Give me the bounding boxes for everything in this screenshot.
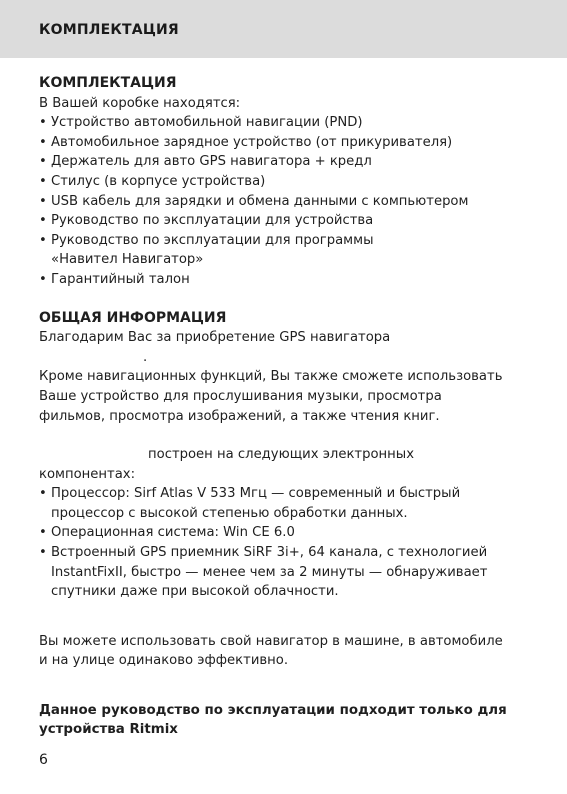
usage-line: и на улице одинаково эффективно. bbox=[39, 653, 289, 669]
header-title: КОМПЛЕКТАЦИЯ bbox=[39, 22, 179, 38]
functions-line: Ваше устройство для прослушивания музыки, просмотра bbox=[39, 388, 442, 404]
thanks-line: Благодарим Вас за приобретение GPS навигатора bbox=[39, 330, 391, 346]
usage-line: Вы можете использовать свой навигатор в машине, в автомобиле bbox=[39, 633, 503, 649]
kit-item: • Стилус (в корпусе устройства) bbox=[39, 172, 539, 192]
kit-heading: КОМПЛЕКТАЦИЯ bbox=[39, 75, 177, 91]
page-content bbox=[39, 74, 539, 739]
kit-item: • Руководство по эксплуатации для устройства bbox=[39, 211, 539, 231]
kit-item: • Руководство по эксплуатации для программы bbox=[39, 231, 539, 251]
info-heading: ОБЩАЯ ИНФОРМАЦИЯ bbox=[39, 309, 227, 326]
component-gps-continuation: InstantFixII, быстро — менее чем за 2 минуты — обнаруживает bbox=[51, 564, 488, 580]
kit-intro: В Вашей коробке находятся: bbox=[39, 95, 241, 111]
compatibility-note: Данное руководство по эксплуатации подходит только для bbox=[39, 703, 507, 719]
kit-item: • Автомобильное зарядное устройство (от прикуривателя) bbox=[39, 133, 539, 153]
built-line: построен на следующих электронных bbox=[148, 447, 415, 463]
functions-line: фильмов, просмотра изображений, а также чтения книг. bbox=[39, 408, 440, 424]
page-number: 6 bbox=[39, 752, 48, 768]
component-os: • Операционная система: Win CE 6.0 bbox=[39, 523, 539, 543]
component-gps: • Встроенный GPS приемник SiRF 3i+, 64 канала, с технологией bbox=[39, 543, 539, 563]
dot-line: . bbox=[143, 349, 148, 365]
kit-item: • USB кабель для зарядки и обмена данными с компьютером bbox=[39, 192, 539, 212]
functions-line: Кроме навигационных функций, Вы также сможете использовать bbox=[39, 369, 503, 385]
kit-item: • Держатель для авто GPS навигатора + кредл bbox=[39, 152, 539, 172]
kit-item: • Устройство автомобильной навигации (PND) bbox=[39, 113, 539, 133]
compatibility-note: устройства Ritmix bbox=[39, 722, 178, 738]
built-line: компонентах: bbox=[39, 466, 136, 482]
component-gps-continuation: спутники даже при высокой облачности. bbox=[51, 584, 339, 600]
component-cpu: • Процессор: Sirf Atlas V 533 Мгц — современный и быстрый bbox=[39, 484, 539, 504]
kit-item: • Гарантийный талон bbox=[39, 270, 539, 290]
component-cpu-continuation: процессор с высокой степенью обработки данных. bbox=[51, 505, 408, 521]
kit-item-continuation: «Навител Навигатор» bbox=[51, 252, 204, 268]
